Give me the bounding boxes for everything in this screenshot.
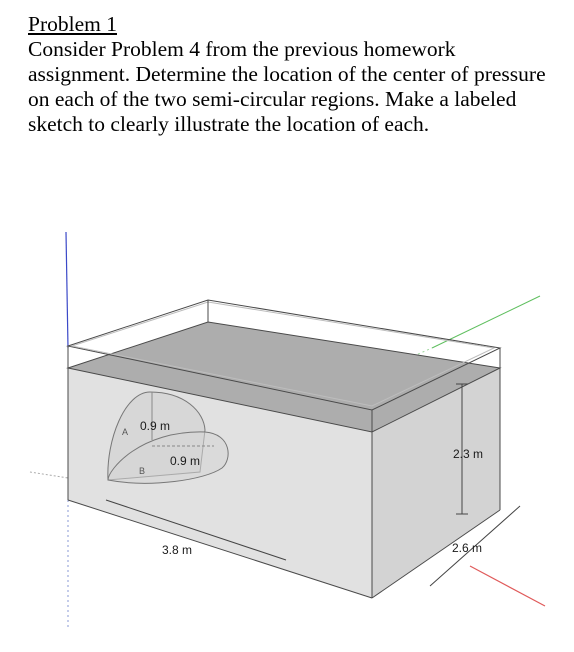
- length-label: 3.8 m: [162, 543, 193, 557]
- point-b-label: B: [139, 466, 146, 476]
- radius-horizontal-label: 0.9 m: [170, 454, 201, 468]
- axis-line-blue: [66, 232, 68, 348]
- axis-line-red: [470, 566, 545, 606]
- width-label: 2.6 m: [452, 541, 483, 555]
- water-depth-label: 2.3 m: [453, 447, 484, 461]
- problem-text: Consider Problem 4 from the previous homework assignment. Determine the location of the center of pressure on each of the two semi-circular regions. Make a labeled sketch to clearly illustrate the location of each.: [28, 37, 546, 136]
- radius-vertical-label: 0.9 m: [140, 419, 171, 433]
- point-a-label: A: [122, 427, 129, 437]
- axis-line-gray-dotted: [30, 472, 68, 478]
- problem-heading: Problem 1: [28, 12, 117, 36]
